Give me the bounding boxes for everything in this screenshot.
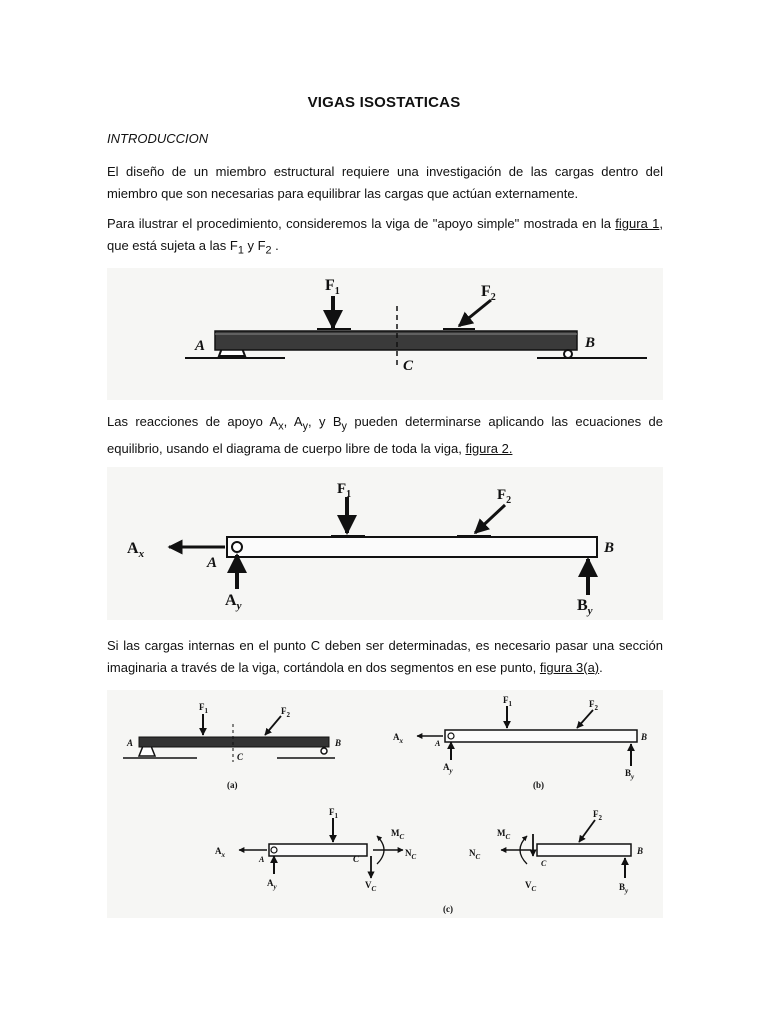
- text: , y B: [307, 414, 342, 429]
- beam-segment: [537, 844, 631, 856]
- point-a-label: A: [127, 738, 134, 748]
- f2-label: $F_2$: [481, 283, 496, 303]
- text: Las reacciones de apoyo A: [107, 414, 279, 429]
- vc-label: $V_C$: [365, 880, 377, 893]
- f2-arrow: [265, 716, 281, 735]
- mc-label: $M_C$: [497, 828, 511, 841]
- paragraph-figure1-ref: [107, 213, 663, 262]
- ax-label: $A_x$: [393, 732, 403, 745]
- roller: [564, 350, 572, 358]
- point-b-label: B: [604, 540, 615, 556]
- text: .: [599, 660, 603, 675]
- by-label: $B_y$: [577, 597, 593, 617]
- figure-2-free-body: [107, 467, 663, 620]
- point-b-label: B: [335, 738, 342, 748]
- subscript: y: [302, 420, 308, 433]
- f2-label: $F_2$: [497, 487, 512, 506]
- f2-arrow: [579, 820, 595, 842]
- pin-a: [448, 733, 454, 739]
- page-title: VIGAS ISOSTATICAS: [307, 94, 461, 111]
- subscript: 1: [237, 244, 244, 257]
- beam: [139, 737, 329, 747]
- figure-3b: [393, 695, 647, 790]
- f1-label: $F_1$: [503, 695, 512, 708]
- caption-b: (b): [533, 780, 544, 790]
- text: , que está sujeta a las F: [107, 216, 663, 253]
- text: Si las cargas internas en el punto C deben ser determinadas, es necesario pasar una sección imaginaria a través de la viga, cortándola en dos segmentos en ese punto,: [107, 638, 663, 675]
- subscript: y: [341, 420, 347, 433]
- section-heading: INTRODUCCION: [107, 131, 209, 146]
- point-c-label: C: [541, 859, 547, 868]
- beam: [227, 537, 597, 557]
- point-c-label: C: [403, 358, 414, 374]
- ay-label: $A_y$: [267, 878, 277, 891]
- text: .: [271, 238, 279, 253]
- text: pueden determinarse aplicando las ecuaciones de equilibrio, usando el diagrama de cuerpo libre de toda la viga,: [107, 414, 663, 456]
- subscript: x: [278, 420, 284, 433]
- figure-3a: [123, 702, 341, 790]
- roller: [321, 748, 327, 754]
- paragraph-intro: El diseño de un miembro estructural requiere una investigación de las cargas dentro del miembro que son necesarias para equilibrar las cargas que actúan externamente.: [107, 164, 663, 201]
- pin-a: [271, 847, 277, 853]
- figure-3c-right-segment: [469, 809, 643, 895]
- ay-label: $A_y$: [443, 762, 453, 775]
- f2-arrow: [459, 300, 491, 326]
- text: , A: [283, 414, 303, 429]
- caption-a: (a): [227, 780, 238, 790]
- point-a-label: A: [259, 855, 265, 864]
- text: Para ilustrar el procedimiento, consideremos la viga de "apoyo simple" mostrada en la: [107, 216, 616, 231]
- paragraph-reactions: [107, 411, 663, 460]
- f1-label: $F_1$: [325, 277, 340, 297]
- ax-label: $A_x$: [127, 540, 145, 560]
- by-label: $B_y$: [625, 768, 635, 781]
- f2-arrow: [475, 505, 505, 533]
- figure-3-drawing: [107, 690, 663, 918]
- f1-label: $F_1$: [337, 481, 352, 500]
- point-b-label: B: [637, 846, 644, 856]
- subscript: 2: [265, 244, 272, 257]
- nc-label: $N_C$: [405, 848, 417, 861]
- nc-label: $N_C$: [469, 848, 481, 861]
- text: y F: [243, 238, 266, 253]
- beam: [445, 730, 637, 742]
- figure1-link[interactable]: figura 1: [615, 216, 660, 231]
- figure-3c-left-segment: [215, 807, 417, 893]
- point-b-label: B: [585, 335, 596, 351]
- pin-a: [232, 542, 242, 552]
- ax-label: $A_x$: [215, 846, 225, 859]
- figure-1-simple-beam: [107, 268, 663, 400]
- point-a-label: A: [435, 739, 441, 748]
- point-c-label: C: [237, 752, 244, 762]
- paragraph-internal-loads: [107, 635, 663, 679]
- figure-2-drawing: [107, 467, 663, 620]
- figure-3-sections: [107, 690, 663, 918]
- point-c-label: C: [353, 854, 360, 864]
- figure2-link[interactable]: figura 2.: [465, 440, 513, 456]
- figure-1-drawing: [107, 268, 663, 400]
- f1-label: $F_1$: [199, 702, 208, 715]
- by-label: $B_y$: [619, 882, 629, 895]
- f2-label: $F_2$: [593, 809, 602, 822]
- point-a-label: A: [207, 555, 218, 571]
- f2-label: $F_2$: [281, 706, 290, 719]
- ay-label: $A_y$: [225, 592, 242, 612]
- mc-label: $M_C$: [391, 828, 405, 841]
- caption-c: (c): [443, 904, 453, 914]
- figure3a-link[interactable]: figura 3(a): [539, 660, 600, 675]
- vc-label: $V_C$: [525, 880, 537, 893]
- f2-arrow: [577, 710, 593, 728]
- point-b-label: B: [641, 732, 648, 742]
- f2-label: $F_2$: [589, 699, 598, 712]
- point-a-label: A: [195, 338, 206, 354]
- f1-label: $F_1$: [329, 807, 338, 820]
